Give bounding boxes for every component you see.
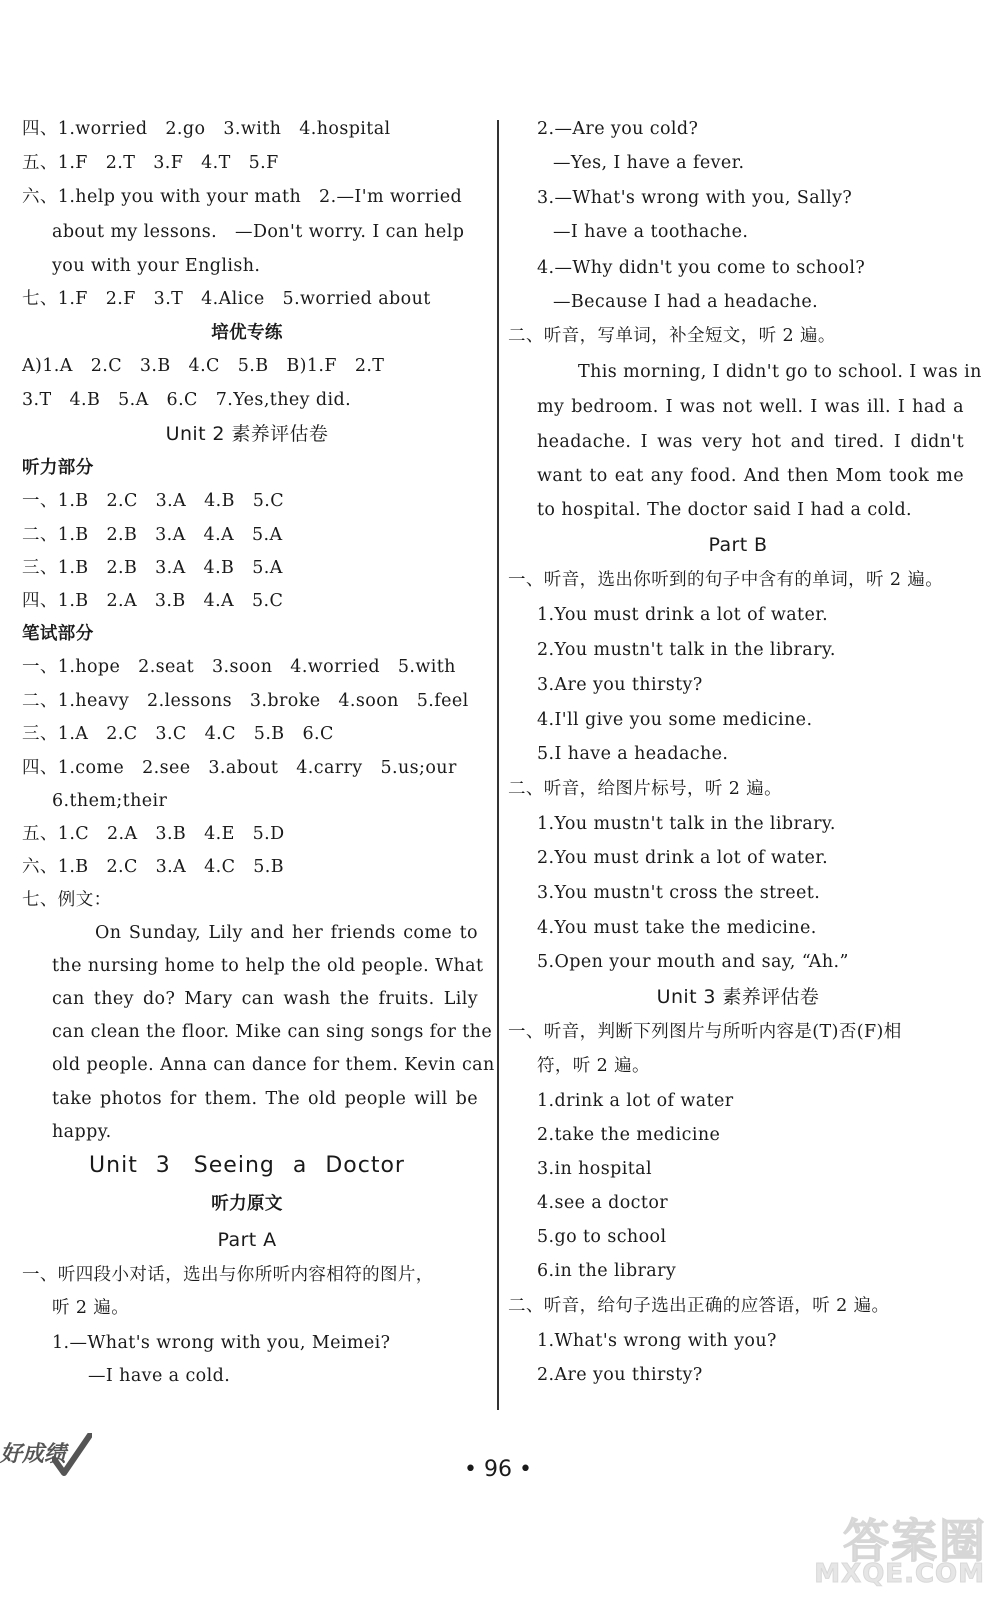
watermark-text: 答案圈 — [843, 1514, 987, 1568]
essay-line: happy. — [52, 1122, 112, 1142]
essay-line: On Sunday, Lily and her friends come to — [95, 923, 478, 943]
question-line: 二、听音，给句子选出正确的应答语，听 2 遍。 — [508, 1296, 890, 1316]
dialogue-line: —Because I had a headache. — [553, 292, 819, 312]
question-line: 一、听四段小对话，选出与你所听内容相符的图片， — [22, 1265, 434, 1285]
column-divider — [497, 120, 499, 1410]
question-line: 二、听音，给图片标号，听 2 遍。 — [508, 779, 783, 799]
answer-line: 四、1.B 2.A 3.B 4.A 5.C — [22, 591, 284, 611]
answer-line: 五、1.F 2.T 3.F 4.T 5.F — [22, 153, 279, 173]
sentence-line: 4.You must take the medicine. — [537, 918, 817, 938]
dialogue-line: 3.—What's wrong with you, Sally? — [537, 188, 853, 208]
sentence-line: 3.You mustn't cross the street. — [537, 883, 821, 903]
sentence-line: 2.You mustn't talk in the library. — [537, 640, 836, 660]
answer-line: 七、例文： — [22, 890, 112, 910]
sentence-line: 6.in the library — [537, 1261, 677, 1281]
answer-line: 四、1.worried 2.go 3.with 4.hospital — [22, 119, 391, 139]
question-line: 二、听音，写单词，补全短文，听 2 遍。 — [508, 326, 836, 346]
answer-line: 五、1.C 2.A 3.B 4.E 5.D — [22, 824, 285, 844]
sentence-line: 1.You mustn't talk in the library. — [537, 814, 836, 834]
sentence-line: 2.Are you thirsty? — [537, 1365, 703, 1385]
passage-line: to hospital. The doctor said I had a cold. — [537, 500, 913, 520]
section-heading: Unit 2 素养评估卷 — [165, 423, 329, 445]
passage-line: want to eat any food. And then Mom took me — [537, 466, 964, 486]
passage-line: my bedroom. I was not well. I was ill. I had a — [537, 397, 964, 417]
essay-line: can they do? Mary can wash the fruits. Lily — [52, 989, 478, 1009]
page-number: • 96 • — [464, 1457, 532, 1482]
question-line: 符，听 2 遍。 — [537, 1056, 650, 1076]
dialogue-line: 1.—What's wrong with you, Meimei? — [52, 1333, 391, 1353]
answer-line: 三、1.A 2.C 3.C 4.C 5.B 6.C — [22, 724, 334, 744]
question-line: 听 2 遍。 — [52, 1298, 130, 1318]
dialogue-line: —I have a toothache. — [553, 222, 749, 242]
essay-line: take photos for them. The old people will be — [52, 1089, 478, 1109]
dialogue-line: —I have a cold. — [88, 1366, 231, 1386]
section-heading: 听力原文 — [211, 1194, 283, 1214]
sentence-line: 5.I have a headache. — [537, 744, 729, 764]
answer-line: about my lessons. —Don't worry. I can help — [52, 222, 465, 242]
subsection-heading: 听力部分 — [22, 458, 94, 478]
section-heading: 培优专练 — [211, 323, 283, 343]
answer-line: 四、1.come 2.see 3.about 4.carry 5.us;our — [22, 758, 457, 778]
sentence-line: 3.in hospital — [537, 1159, 652, 1179]
answer-line: 6.them;their — [52, 791, 168, 811]
answer-line: 一、1.B 2.C 3.A 4.B 5.C — [22, 491, 285, 511]
dialogue-line: 4.—Why didn't you come to school? — [537, 258, 866, 278]
part-heading: Part B — [708, 534, 768, 556]
answer-line: A)1.A 2.C 3.B 4.C 5.B B)1.F 2.T — [22, 356, 385, 376]
sentence-line: 3.Are you thirsty? — [537, 675, 703, 695]
section-heading: Unit 3 素养评估卷 — [656, 986, 820, 1008]
answer-line: 六、1.B 2.C 3.A 4.C 5.B — [22, 857, 285, 877]
sentence-line: 5.go to school — [537, 1227, 667, 1247]
answer-line: 六、1.help you with your math 2.—I'm worried — [22, 187, 463, 207]
essay-line: can clean the floor. Mike can sing songs for the — [52, 1022, 493, 1042]
answer-line: 三、1.B 2.B 3.A 4.B 5.A — [22, 558, 283, 578]
unit-title: Unit 3 Seeing a Doctor — [89, 1153, 405, 1178]
answer-line: 七、1.F 2.F 3.T 4.Alice 5.worried about — [22, 289, 431, 309]
dialogue-line: 2.—Are you cold? — [537, 119, 699, 139]
answer-line: you with your English. — [52, 256, 261, 276]
sentence-line: 4.I'll give you some medicine. — [537, 710, 813, 730]
question-line: 一、听音，判断下列图片与所听内容是(T)否(F)相 — [508, 1022, 902, 1042]
sentence-line: 1.You must drink a lot of water. — [537, 605, 829, 625]
brand-text: 好成绩 — [0, 1442, 67, 1467]
answer-line: 二、1.heavy 2.lessons 3.broke 4.soon 5.feel — [22, 691, 469, 711]
watermark-url: MXQE.COM — [814, 1559, 985, 1589]
sentence-line: 1.drink a lot of water — [537, 1091, 734, 1111]
passage-line: This morning, I didn't go to school. I was in — [578, 362, 982, 382]
part-heading: Part A — [217, 1229, 277, 1251]
dialogue-line: —Yes, I have a fever. — [553, 153, 745, 173]
sentence-line: 1.What's wrong with you? — [537, 1331, 777, 1351]
watermark — [786, 1505, 991, 1597]
sentence-line: 2.You must drink a lot of water. — [537, 848, 829, 868]
subsection-heading: 笔试部分 — [22, 624, 94, 644]
sentence-line: 5.Open your mouth and say, “Ah.” — [537, 952, 849, 972]
sentence-line: 2.take the medicine — [537, 1125, 721, 1145]
essay-line: old people. Anna can dance for them. Kevin can — [52, 1055, 495, 1075]
answer-line: 3.T 4.B 5.A 6.C 7.Yes,they did. — [22, 390, 352, 410]
sentence-line: 4.see a doctor — [537, 1193, 669, 1213]
essay-line: the nursing home to help the old people. What — [52, 956, 484, 976]
answer-line: 二、1.B 2.B 3.A 4.A 5.A — [22, 525, 283, 545]
question-line: 一、听音，选出你听到的句子中含有的单词，听 2 遍。 — [508, 570, 944, 590]
answer-line: 一、1.hope 2.seat 3.soon 4.worried 5.with — [22, 657, 456, 677]
passage-line: headache. I was very hot and tired. I didn't — [537, 432, 964, 452]
